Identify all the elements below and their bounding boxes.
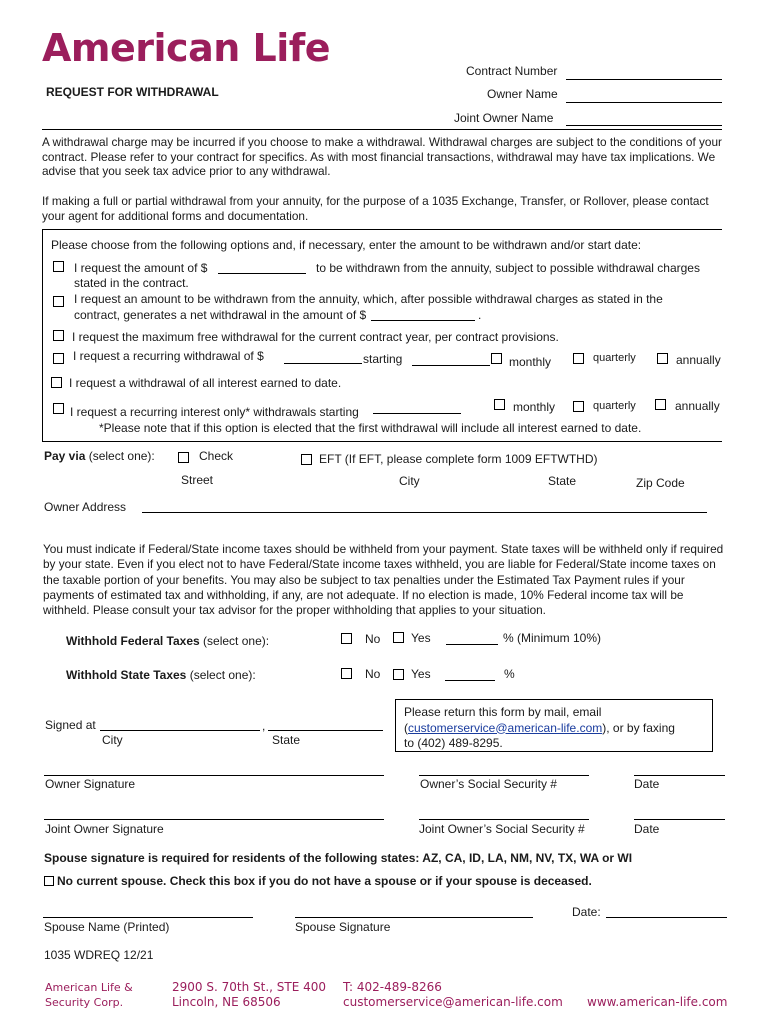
recurring-monthly-checkbox[interactable] bbox=[491, 353, 502, 364]
owner-address-field[interactable] bbox=[142, 512, 707, 513]
option-recurring-label: I request a recurring withdrawal of $ bbox=[73, 349, 264, 363]
spouse-required-notice: Spouse signature is required for residents of the following states: AZ, CA, ID, LA, NM, NV, TX, WA or WI bbox=[44, 851, 633, 865]
option-recurring-start-field[interactable] bbox=[412, 365, 490, 366]
owner-date-field[interactable] bbox=[634, 775, 725, 776]
option-amount-field[interactable] bbox=[218, 273, 306, 274]
option-interest-only-start-field[interactable] bbox=[373, 413, 461, 414]
joint-owner-name-field[interactable] bbox=[566, 125, 722, 126]
interest-monthly-checkbox[interactable] bbox=[494, 399, 505, 410]
option-all-interest-label: I request a withdrawal of all interest earned to date. bbox=[69, 376, 342, 390]
joint-owner-signature-field[interactable] bbox=[44, 819, 384, 820]
return-line-3: to (402) 489-8295. bbox=[404, 736, 503, 750]
recurring-quarterly-checkbox[interactable] bbox=[573, 353, 584, 364]
federal-percent-label: % (Minimum 10%) bbox=[503, 631, 602, 645]
interest-quarterly-checkbox[interactable] bbox=[573, 401, 584, 412]
recurring-monthly-label: monthly bbox=[509, 355, 552, 369]
option-net-label-2: contract, generates a net withdrawal in the amount of $ bbox=[74, 308, 367, 322]
option-recurring-checkbox[interactable] bbox=[53, 353, 64, 364]
signed-at-state-field[interactable] bbox=[268, 730, 383, 731]
signed-at-comma: , bbox=[262, 719, 266, 733]
joint-owner-signature-label: Joint Owner Signature bbox=[45, 822, 164, 836]
option-recurring-amount-field[interactable] bbox=[284, 363, 362, 364]
owner-name-field[interactable] bbox=[566, 102, 722, 103]
joint-owner-name-label: Joint Owner Name bbox=[454, 111, 554, 125]
option-all-interest-checkbox[interactable] bbox=[51, 377, 62, 388]
option-net-checkbox[interactable] bbox=[53, 296, 64, 307]
recurring-quarterly-label: quarterly bbox=[593, 352, 636, 364]
spouse-name-field[interactable] bbox=[43, 917, 253, 918]
pay-check-label: Check bbox=[199, 449, 234, 463]
option-net-field[interactable] bbox=[371, 320, 475, 321]
interest-only-note: *Please note that if this option is elected that the first withdrawal will include all interest earned to date. bbox=[99, 421, 642, 435]
option-max-free-label: I request the maximum free withdrawal for the current contract year, per contract provisions. bbox=[72, 330, 559, 344]
joint-owner-ssn-field[interactable] bbox=[419, 819, 589, 820]
spouse-name-label: Spouse Name (Printed) bbox=[44, 920, 170, 934]
intro-paragraph-1: A withdrawal charge may be incurred if you choose to make a withdrawal. Withdrawal charges are subject to the conditions of your contract. Please refer to your contract for specifics. As with most financial transactions, withdrawal may have tax implications. We advise that you seek tax advice prior to any withdrawal. bbox=[42, 135, 722, 178]
federal-tax-label: Withhold Federal Taxes (select one): bbox=[66, 634, 270, 648]
signed-at-city-field[interactable] bbox=[100, 730, 260, 731]
owner-address-label: Owner Address bbox=[44, 500, 127, 514]
pay-eft-checkbox[interactable] bbox=[301, 454, 312, 465]
owner-name-label: Owner Name bbox=[487, 87, 558, 101]
state-percent-field[interactable] bbox=[445, 680, 495, 681]
joint-owner-ssn-label: Joint Owner’s Social Security # bbox=[419, 822, 585, 836]
joint-owner-date-field[interactable] bbox=[634, 819, 725, 820]
street-label: Street bbox=[181, 473, 214, 487]
option-amount-label-2: to be withdrawn from the annuity, subject to possible withdrawal charges bbox=[316, 261, 700, 275]
tax-paragraph: You must indicate if Federal/State income taxes should be withheld from your payment. State taxes will be withheld only if required by your state. Even if you elect not to have Federal/State income taxes withheld, you are liable for Federal/State income taxes on the taxable portion of your benefits. You may also be subject to tax penalties under the Estimated Tax Payment rules if your payments of estimated tax and withholding, if any, are not adequate. If no election is made, 10% Federal income tax will be withheld. Please consult your tax advisor for the proper withholding that applies to your situation. bbox=[43, 542, 724, 618]
option-amount-checkbox[interactable] bbox=[53, 261, 64, 272]
recurring-annually-label: annually bbox=[676, 353, 721, 367]
owner-signature-field[interactable] bbox=[44, 775, 384, 776]
spouse-signature-field[interactable] bbox=[295, 917, 533, 918]
interest-annually-label: annually bbox=[675, 399, 720, 413]
zip-label: Zip Code bbox=[636, 476, 685, 490]
state-percent-label: % bbox=[504, 667, 515, 681]
return-line-1: Please return this form by mail, email bbox=[404, 705, 602, 719]
recurring-annually-checkbox[interactable] bbox=[657, 353, 668, 364]
pay-eft-label: EFT (If EFT, please complete form 1009 EFTWTHD) bbox=[319, 452, 598, 466]
owner-signature-label: Owner Signature bbox=[45, 777, 136, 791]
signed-at-label: Signed at bbox=[45, 718, 96, 732]
no-spouse-label: No current spouse. Check this box if you do not have a spouse or if your spouse is deceased. bbox=[57, 874, 592, 888]
form-title: REQUEST FOR WITHDRAWAL bbox=[46, 85, 219, 99]
joint-owner-date-label: Date bbox=[634, 822, 660, 836]
city-label: City bbox=[399, 474, 420, 488]
federal-percent-field[interactable] bbox=[446, 644, 498, 645]
footer-company: American Life & Security Corp. bbox=[45, 981, 133, 1009]
footer-email[interactable]: customerservice@american-life.com bbox=[343, 995, 563, 1009]
pay-check-checkbox[interactable] bbox=[178, 452, 189, 463]
interest-quarterly-label: quarterly bbox=[593, 400, 636, 412]
footer-contact bbox=[343, 980, 563, 1010]
state-no-label: No bbox=[365, 667, 381, 681]
options-left-border bbox=[42, 229, 43, 441]
option-amount-label-3: stated in the contract. bbox=[74, 276, 189, 290]
company-logo: American Life bbox=[42, 26, 331, 70]
interest-monthly-label: monthly bbox=[513, 400, 556, 414]
options-divider-bottom bbox=[42, 441, 722, 442]
state-no-checkbox[interactable] bbox=[341, 668, 352, 679]
state-yes-label: Yes bbox=[411, 667, 431, 681]
federal-no-checkbox[interactable] bbox=[341, 633, 352, 644]
intro-paragraph-2: If making a full or partial withdrawal from your annuity, for the purpose of a 1035 Exchange, Transfer, or Rollover, please contact your agent for additional forms and documentation. bbox=[42, 194, 709, 223]
options-prompt: Please choose from the following options and, if necessary, enter the amount to be withdrawn and/or start date: bbox=[51, 238, 642, 252]
options-divider-top bbox=[42, 229, 722, 230]
contract-number-label: Contract Number bbox=[466, 64, 558, 78]
return-line-2: (customerservice@american-life.com), or by faxing bbox=[404, 720, 675, 735]
option-interest-only-label: I request a recurring interest only* withdrawals starting bbox=[70, 405, 359, 419]
owner-ssn-field[interactable] bbox=[419, 775, 589, 776]
return-email-link[interactable]: customerservice@american-life.com bbox=[408, 720, 603, 735]
spouse-date-label: Date: bbox=[572, 905, 601, 919]
state-yes-checkbox[interactable] bbox=[393, 669, 404, 680]
signed-at-city-caption: City bbox=[102, 733, 123, 747]
pay-via-label: Pay via (select one): bbox=[44, 449, 155, 463]
option-net-label: I request an amount to be withdrawn from the annuity, which, after possible withdrawal charges as stated in the bbox=[74, 292, 663, 306]
no-spouse-checkbox[interactable] bbox=[44, 876, 54, 886]
option-amount-label: I request the amount of $ bbox=[74, 261, 208, 275]
interest-annually-checkbox[interactable] bbox=[655, 399, 666, 410]
state-label: State bbox=[548, 474, 577, 488]
option-recurring-starting-label: starting bbox=[363, 352, 403, 366]
state-tax-label: Withhold State Taxes (select one): bbox=[66, 668, 256, 682]
option-interest-only-checkbox[interactable] bbox=[53, 403, 64, 414]
footer-address: 2900 S. 70th St., STE 400 Lincoln, NE 68506 bbox=[172, 980, 327, 1009]
option-net-period: . bbox=[478, 308, 482, 322]
federal-yes-checkbox[interactable] bbox=[393, 632, 404, 643]
footer-website[interactable]: www.american-life.com bbox=[587, 995, 728, 1009]
signed-at-state-caption: State bbox=[272, 733, 301, 747]
return-instructions-box bbox=[395, 699, 713, 752]
owner-ssn-label: Owner’s Social Security # bbox=[420, 777, 557, 791]
federal-no-label: No bbox=[365, 632, 381, 646]
owner-date-label: Date bbox=[634, 777, 660, 791]
contract-number-field[interactable] bbox=[566, 79, 722, 80]
federal-yes-label: Yes bbox=[411, 631, 431, 645]
option-max-free-checkbox[interactable] bbox=[53, 330, 64, 341]
form-code: 1035 WDREQ 12/21 bbox=[44, 948, 154, 962]
footer-phone: T: 402-489-8266 bbox=[343, 980, 442, 994]
spouse-signature-label: Spouse Signature bbox=[295, 920, 391, 934]
spouse-date-field[interactable] bbox=[606, 917, 727, 918]
header-divider bbox=[42, 129, 722, 130]
